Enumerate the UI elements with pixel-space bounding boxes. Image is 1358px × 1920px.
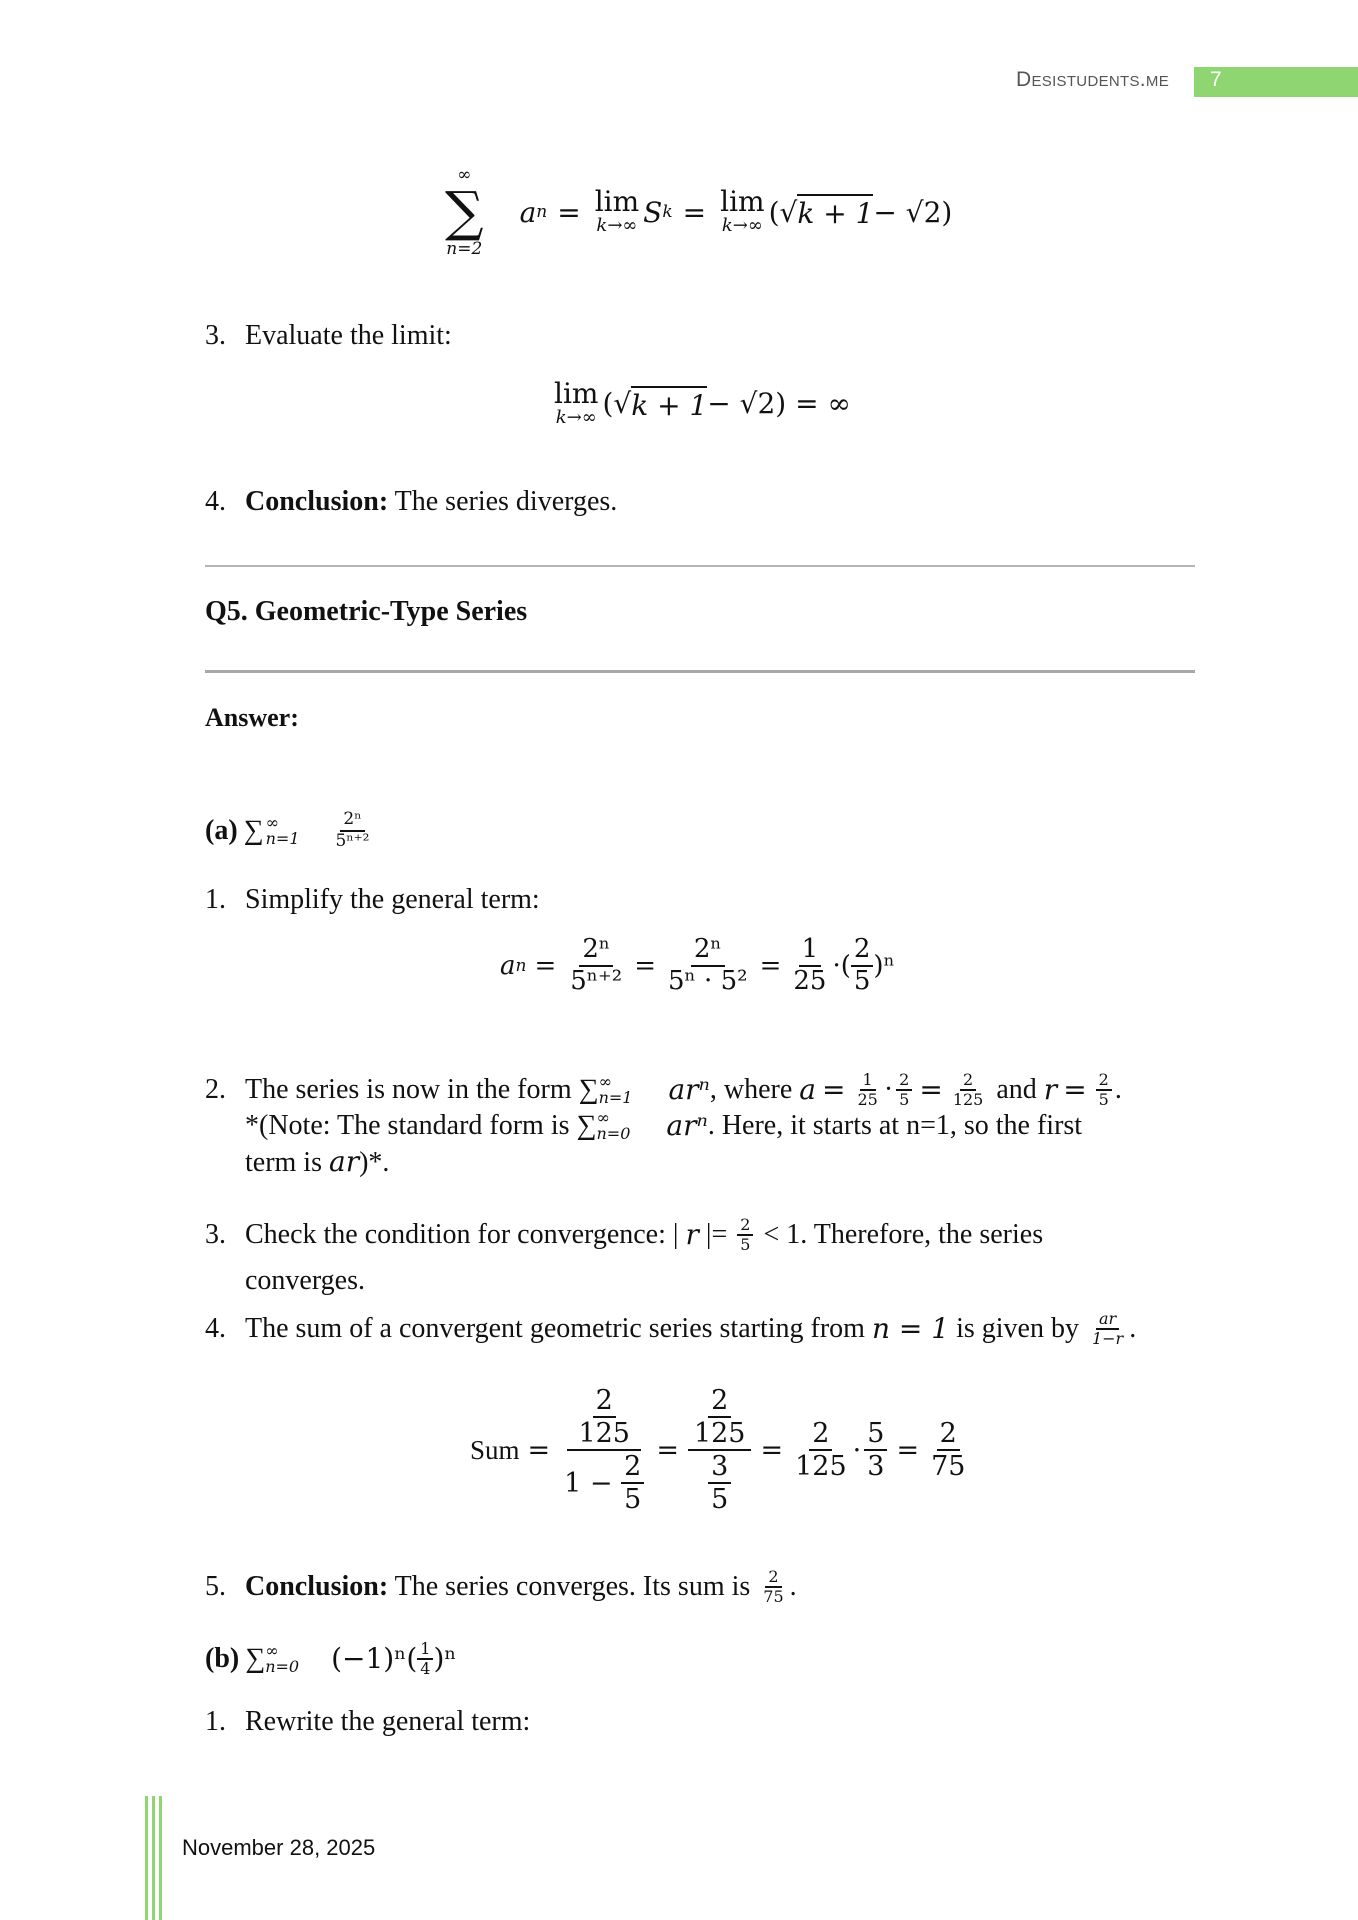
expr-open: (√	[602, 387, 632, 421]
var-r: r	[685, 1218, 699, 1251]
fraction	[928, 1418, 968, 1482]
part-b-heading	[205, 1640, 457, 1679]
lim-sub: k→∞	[555, 407, 597, 428]
numerator: 2	[621, 1451, 644, 1484]
step-text: The series is now in the form	[245, 1074, 579, 1105]
limit-equation	[550, 377, 851, 428]
conclusion-label: Conclusion:	[245, 1571, 389, 1603]
numerator: ar	[1096, 1310, 1119, 1330]
section-title: Q5. Geometric-Type Series	[205, 596, 528, 627]
numerator: 1	[860, 1071, 876, 1091]
denominator-pre: 1 −	[564, 1467, 622, 1499]
numerator: 2	[851, 935, 874, 967]
fraction	[665, 935, 751, 997]
dot: ·	[852, 1434, 862, 1466]
partial-sum: S	[643, 195, 663, 229]
numerator: 1	[799, 935, 822, 967]
denominator: 125	[578, 1418, 630, 1450]
expr-open: (√	[768, 195, 798, 229]
complex-fraction	[688, 1385, 752, 1515]
fraction	[790, 935, 829, 997]
term-sub: n	[536, 202, 548, 222]
denominator: 5ⁿ⁺²	[570, 965, 623, 996]
paren-open: (	[840, 950, 851, 981]
denominator: 75	[763, 1587, 784, 1607]
partial-sum-sub: k	[662, 202, 673, 222]
numerator: 2	[1096, 1071, 1112, 1091]
numerator: 2	[593, 1385, 616, 1418]
numerator: 2ⁿ	[340, 810, 364, 832]
fraction	[864, 1418, 887, 1482]
top-equation	[445, 165, 952, 259]
part-a-step-4	[205, 1310, 1136, 1349]
sigma-lower: n=2	[446, 239, 483, 259]
fraction	[1089, 1310, 1126, 1349]
limit	[554, 377, 599, 428]
sigma-icon: ∑	[578, 1074, 599, 1105]
step-4	[205, 484, 617, 520]
part-a-heading	[205, 810, 375, 851]
limit-2	[720, 185, 765, 237]
step-text: Evaluate the limit:	[245, 320, 452, 351]
period: .	[789, 1571, 797, 1603]
sum-equation: Sum = $\frac{2}{125}$ 1 − $\frac{2}{5}$ = $\frac{\frac{2}{125}}{\frac{3}{5}}$ = $\frac{2}{125}$ · $\frac{5}{3}$ = $\frac{2}{75}$	[470, 1385, 971, 1515]
footer-accent-bars	[145, 1796, 165, 1920]
sigma-icon: ∑	[245, 1643, 266, 1675]
step-number: 4.	[205, 1313, 226, 1345]
step-text: The sum of a convergent geometric series starting from	[245, 1313, 872, 1345]
note-text: . Here, it starts at n=1, so the first	[707, 1110, 1083, 1141]
sum-upper: ∞	[265, 812, 279, 832]
denominator: 3	[867, 1451, 885, 1483]
step-text: is given by	[949, 1313, 1086, 1345]
lim-text: lim	[594, 185, 640, 219]
sum-lower: n=1	[598, 1088, 633, 1107]
step-text: The series diverges.	[388, 486, 618, 517]
term-fraction	[333, 810, 373, 851]
part-label: (b)	[205, 1643, 240, 1675]
denominator: 5	[624, 1484, 642, 1516]
fraction	[851, 935, 874, 997]
numerator: 3	[708, 1451, 731, 1484]
n-expr: n = 1	[871, 1312, 950, 1346]
step-text: |=	[698, 1219, 735, 1250]
denominator: 4	[420, 1659, 431, 1679]
step-text: Simplify the general term:	[245, 884, 540, 915]
denominator: 25	[793, 965, 827, 996]
term-a: a	[519, 195, 537, 229]
lhs-sub: n	[515, 955, 527, 976]
sigma-icon: ∑	[445, 180, 484, 243]
denominator: 5	[853, 965, 871, 996]
var-a: a	[799, 1073, 816, 1106]
part-a-conclusion	[205, 1568, 797, 1607]
fraction	[1096, 1071, 1112, 1110]
lim-text: lim	[554, 377, 599, 410]
limit-1	[594, 185, 640, 237]
denominator: 5ⁿ · 5²	[668, 965, 748, 996]
step-text: Rewrite the general term:	[245, 1706, 531, 1737]
part-a-step-2: 2. The series is now in the form ∑ ∞ n=1 arⁿ , where a = $\frac{1}{25}$ · $\frac{2}{5}$ = $\frac{2}{125}$ and r = $\frac{2}{5}$ . *(Note: The standard form is ∑ ∞ n=0 arⁿ . Here, it starts at n=1, so the first term is ar)*.	[205, 1069, 1122, 1178]
sum-upper: ∞	[598, 1072, 612, 1091]
numerator: 2	[937, 1418, 960, 1451]
sum-lower: n=0	[596, 1124, 631, 1143]
fraction	[737, 1216, 753, 1255]
part-a-step-1	[205, 882, 540, 918]
answer-label: Answer:	[205, 703, 299, 732]
denominator: 125	[693, 1418, 746, 1450]
step-number: 5.	[205, 1571, 226, 1603]
numerator: 2ⁿ	[579, 935, 613, 967]
term: arⁿ	[666, 1109, 708, 1142]
divider	[205, 670, 1195, 673]
lhs: a	[500, 950, 516, 981]
term-post: )ⁿ	[433, 1642, 457, 1676]
sum-upper: ∞	[265, 1641, 279, 1661]
fraction	[567, 935, 625, 997]
step-3	[205, 318, 452, 354]
sum-upper: ∞	[596, 1108, 610, 1127]
step-number: 3.	[205, 1219, 226, 1250]
denominator: 5	[711, 1484, 729, 1516]
denominator: 125	[952, 1090, 984, 1109]
sum-label: Sum	[470, 1434, 520, 1465]
denominator: 5	[740, 1235, 751, 1254]
step-text: converges.	[245, 1265, 365, 1296]
numerator: 5	[864, 1418, 887, 1451]
step-number: 3.	[205, 320, 226, 351]
equals: =	[682, 195, 707, 229]
numerator: 2	[960, 1071, 976, 1091]
and-text: and	[989, 1074, 1044, 1105]
lim-sub: k→∞	[596, 215, 638, 237]
period: .	[1129, 1313, 1137, 1345]
note-text: *(Note: The standard form is	[245, 1110, 577, 1141]
expr-rest: − √2)	[873, 195, 953, 229]
sigma-icon: ∑	[243, 814, 264, 846]
denominator: 125	[795, 1451, 847, 1483]
complex-fraction	[561, 1385, 647, 1515]
denominator: 25	[857, 1090, 878, 1109]
part-b-step-1	[205, 1704, 530, 1740]
divider	[205, 565, 1195, 567]
sigma-symbol	[445, 165, 484, 259]
equals: =	[527, 1434, 551, 1466]
numerator: 2	[737, 1216, 753, 1236]
expr-radicand: k + 1	[797, 194, 873, 230]
denominator: 5ⁿ⁺²	[335, 830, 370, 851]
denominator: 5	[899, 1090, 910, 1109]
term-pre: (−1)ⁿ(	[331, 1642, 418, 1676]
conclusion-label: Conclusion:	[245, 486, 389, 517]
paren-close: )ⁿ	[873, 950, 895, 981]
fraction	[792, 1418, 850, 1482]
numerator: 2	[896, 1071, 912, 1091]
step-text: The series converges. Its sum is	[388, 1571, 758, 1603]
fraction	[417, 1640, 433, 1679]
step-number: 4.	[205, 486, 226, 517]
note-text: )*.	[359, 1147, 390, 1178]
denominator: 75	[931, 1451, 966, 1483]
page-number: 7	[1210, 68, 1222, 91]
header-site-name: Desistudents.me	[1016, 68, 1170, 91]
footer-date: November 28, 2025	[182, 1835, 376, 1860]
numerator: 2ⁿ	[691, 935, 725, 967]
step-text: Check the condition for convergence: |	[245, 1219, 686, 1250]
denominator: 1−r	[1091, 1329, 1124, 1349]
fraction	[760, 1568, 786, 1607]
where-text: , where	[709, 1074, 800, 1105]
expr-rest: − √2) = ∞	[707, 387, 851, 421]
dot: ·	[832, 950, 841, 981]
simplify-equation: a n = $\frac{\text{2ⁿ}}{\text{5ⁿ⁺²}}$ = $\frac{\text{2ⁿ}}{\text{5ⁿ · 5²}}$ = $\frac{1}{25}$ · ( $\frac{2}{5}$ )ⁿ	[500, 934, 895, 996]
expr-radicand: k + 1	[631, 386, 707, 422]
step-number: 1.	[205, 884, 226, 915]
page-number-badge	[1194, 67, 1358, 97]
denominator: 5	[1098, 1090, 1109, 1109]
var-r: r	[1043, 1073, 1058, 1106]
step-text: < 1. Therefore, the series	[756, 1219, 1044, 1250]
term: arⁿ	[668, 1073, 710, 1106]
sigma-upper: ∞	[457, 165, 472, 185]
numerator: 2	[765, 1568, 781, 1588]
sum-lower: n=1	[265, 828, 300, 848]
note-text: term is	[245, 1147, 329, 1178]
part-label: (a)	[205, 814, 238, 846]
sum-lower: n=0	[265, 1657, 300, 1677]
lim-sub: k→∞	[721, 215, 763, 237]
part-a-step-3	[205, 1212, 1043, 1304]
var-ar: ar	[329, 1145, 360, 1178]
numerator: 2	[809, 1418, 832, 1451]
numerator: 2	[708, 1385, 731, 1418]
step-number: 1.	[205, 1706, 226, 1737]
lim-text: lim	[720, 185, 765, 219]
numerator: 1	[417, 1640, 433, 1660]
step-number: 2.	[205, 1074, 226, 1105]
equals: =	[557, 195, 581, 229]
